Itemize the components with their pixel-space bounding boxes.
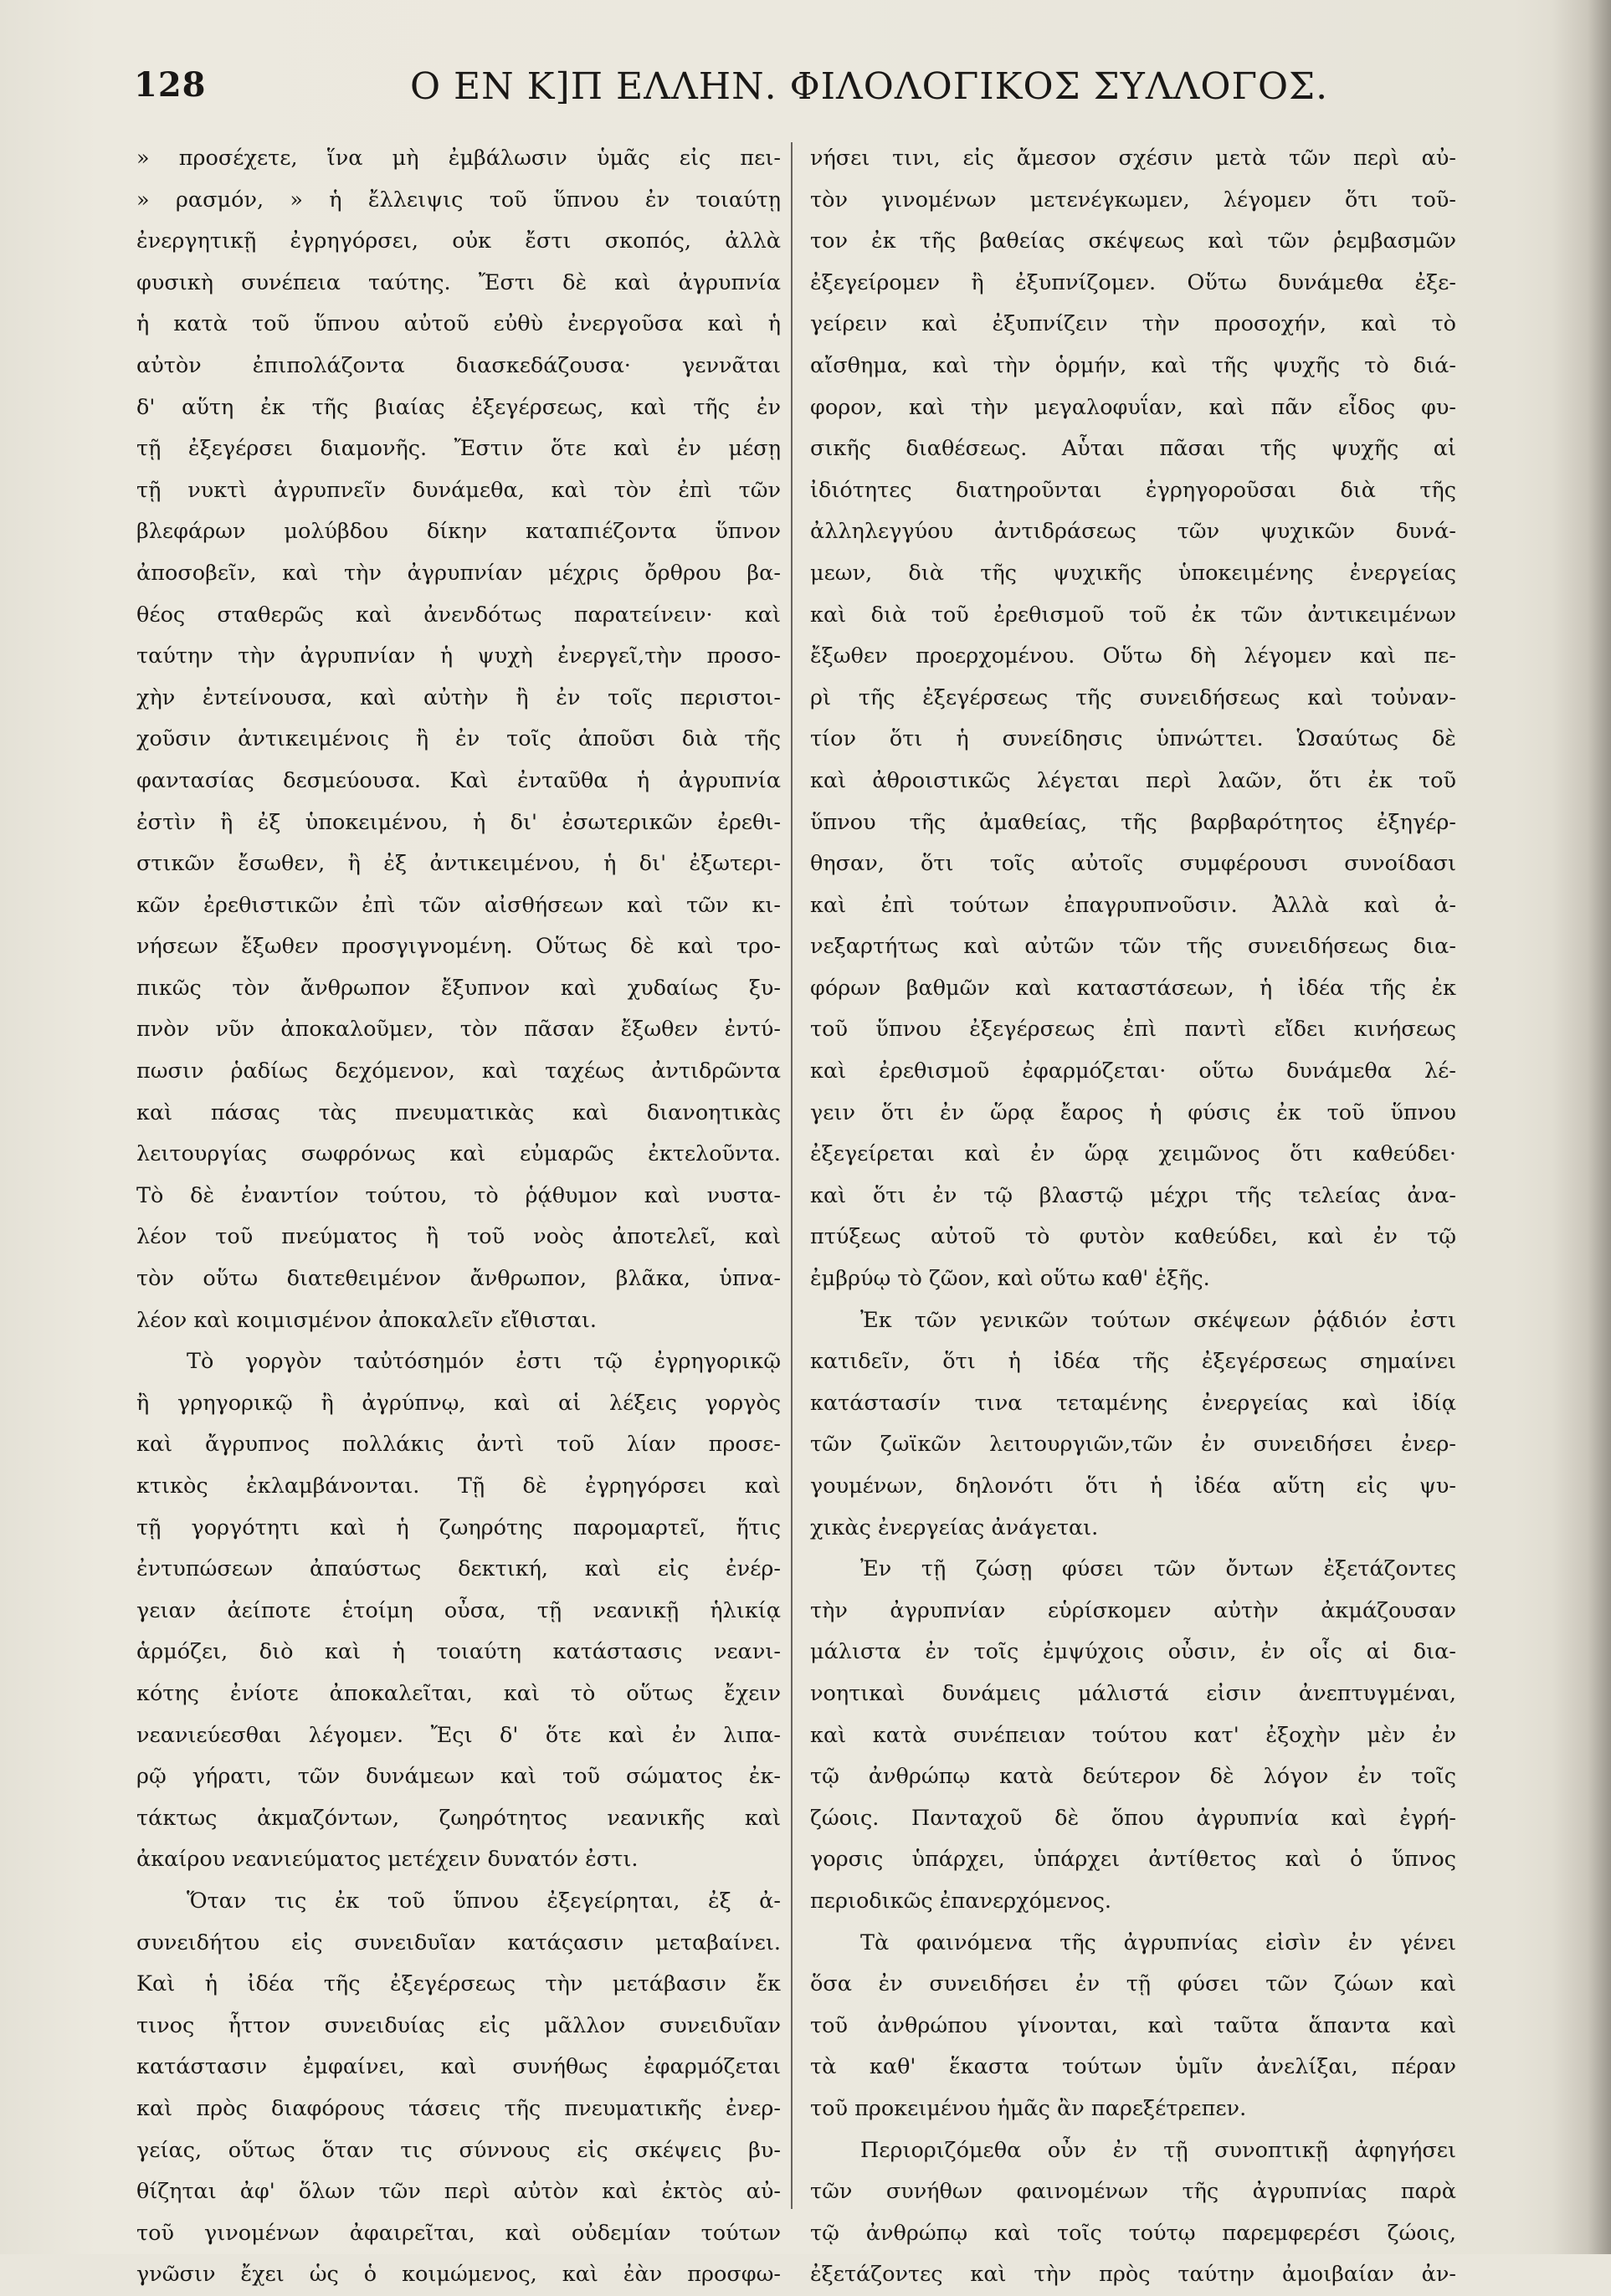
running-head: Ο ΕΝ Κ]Π ΕΛΛΗΝ. ΦΙΛΟΛΟΓΙΚΟΣ ΣΥΛΛΟΓΟΣ. <box>410 65 1329 108</box>
text-line: νήσεων ἔξωθεν προσγιγνομένη. Οὕτως δὲ καὶ τρο- <box>136 934 781 960</box>
text-line: γορσις ὑπάρχει, ὑπάρχει ἀντίθετος καὶ ὁ ὕπνος <box>810 1847 1456 1873</box>
text-line: τοῦ γινομένων ἀφαιρεῖται, καὶ οὐδεμίαν τούτων <box>136 2220 781 2246</box>
text-line: τῷ ἀνθρώπῳ καὶ τοῖς τούτῳ παρεμφερέσι ζώοις, <box>810 2220 1456 2246</box>
text-line: κτικὸς ἐκλαμβάνονται. Τῇ δὲ ἐγρηγόρσει καὶ <box>136 1473 781 1499</box>
text-line: γνῶσιν ἔχει ὡς ὁ κοιμώμενος, καὶ ἐὰν προσφω- <box>136 2262 781 2288</box>
text-line: τὸν οὕτω διατεθειμένον ἄνθρωπον, βλᾶκα, ὑπνα- <box>136 1266 781 1292</box>
left-column <box>136 138 781 2296</box>
text-line: στικῶν ἔσωθεν, ἢ ἐξ ἀντικειμένου, ἡ δι' ἐξωτερι- <box>136 851 781 877</box>
text-line: καὶ πρὸς διαφόρους τάσεις τῆς πνευματικῆς ἐνερ- <box>136 2095 781 2121</box>
text-line: ἐντυπώσεων ἀπαύστως δεκτική, καὶ εἰς ἐνέρ- <box>136 1556 781 1582</box>
text-line: γειν ὅτι ἐν ὥρᾳ ἔαρος ἡ φύσις ἐκ τοῦ ὕπνου <box>810 1099 1456 1125</box>
text-line: Καὶ ἡ ἰδέα τῆς ἐξεγέρσεως τὴν μετάβασιν ἔκ <box>136 1971 781 1997</box>
text-line: σικῆς διαθέσεως. Αὗται πᾶσαι τῆς ψυχῆς αἱ <box>810 436 1456 462</box>
text-line: καὶ ἐπὶ τούτων ἐπαγρυπνοῦσιν. Ἀλλὰ καὶ ἀ- <box>810 892 1456 918</box>
text-line: κατάστασιν ἐμφαίνει, καὶ συνήθως ἐφαρμόζεται <box>136 2054 781 2080</box>
text-line: φυσικὴ συνέπεια ταύτης. Ἔστι δὲ καὶ ἀγρυπνία <box>136 269 781 295</box>
text-line: ἀκαίρου νεανιεύματος μετέχειν δυνατόν ἐστι. <box>136 1847 639 1873</box>
text-line: τὸν γινομένων μετενέγκωμεν, λέγομεν ὅτι τοῦ- <box>810 187 1456 213</box>
text-line: χὴν ἐντείνουσα, καὶ αὐτὴν ἢ ἐν τοῖς περιστοι- <box>136 684 781 710</box>
text-line: ρῷ γήρατι, τῶν δυνάμεων καὶ τοῦ σώματος ἐκ- <box>136 1764 781 1790</box>
text-line: ζώοις. Πανταχοῦ δὲ ὅπου ἀγρυπνία καὶ ἐγρή- <box>810 1805 1456 1831</box>
text-line: κότης ἐνίοτε ἀποκαλεῖται, καὶ τὸ οὕτως ἔχειν <box>136 1680 781 1706</box>
text-line: αἴσθημα, καὶ τὴν ὁρμήν, καὶ τῆς ψυχῆς τὸ διά- <box>810 352 1456 378</box>
text-line: βλεφάρων μολύβδου δίκην καταπιέζοντα ὕπνον <box>136 519 781 545</box>
text-line: θησαν, ὅτι τοῖς αὐτοῖς συμφέρουσι συνοίδασι <box>810 851 1456 877</box>
text-line: κατάστασίν τινα τεταμένης ἐνεργείας καὶ ἰδίᾳ <box>810 1390 1456 1416</box>
text-line: νεανιεύεσθαι λέγομεν. Ἔςι δ' ὅτε καὶ ἐν λιπα- <box>136 1722 781 1748</box>
text-line: Περιοριζόμεθα οὖν ἐν τῇ συνοπτικῇ ἀφηγήσει <box>860 2137 1456 2163</box>
text-line: πωσιν ῥαδίως δεχόμενον, καὶ ταχέως ἀντιδρῶντα <box>136 1058 781 1084</box>
text-line: » προσέχετε, ἵνα μὴ ἐμβάλωσιν ὑμᾶς εἰς πει- <box>136 146 781 171</box>
text-line: γουμένων, δηλονότι ὅτι ἡ ἰδέα αὕτη εἰς ψυ- <box>810 1473 1456 1499</box>
text-line: μάλιστα ἐν τοῖς ἐμψύχοις οὖσιν, ἐν οἷς αἱ δια- <box>810 1639 1456 1665</box>
text-line: ἔξωθεν πρoερχομένου. Οὕτω δὴ λέγομεν καὶ πε- <box>810 643 1456 669</box>
text-line: φορον, καὶ τὴν μεγαλοφυΐαν, καὶ πᾶν εἶδος φυ- <box>810 394 1456 420</box>
text-line: λέον καὶ κοιμισμένον ἀποκαλεῖν εἴθισται. <box>136 1307 597 1333</box>
text-line: ρὶ τῆς ἐξεγέρσεως τῆς συνειδήσεως καὶ τοὐναν- <box>810 684 1456 710</box>
page-gutter-shadow <box>1552 0 1611 2254</box>
text-line: Ὅταν τις ἐκ τοῦ ὕπνου ἐξεγείρηται, ἐξ ἀ- <box>187 1888 781 1914</box>
text-line: ὕπνου τῆς ἀμαθείας, τῆς βαρβαρότητος ἐξηγέρ- <box>810 809 1456 835</box>
column-divider <box>791 142 793 2209</box>
text-line: φαντασίας δεσμεύουσα. Καὶ ἐνταῦθα ἡ ἀγρυπνία <box>136 767 781 793</box>
text-line: καὶ κατὰ συνέπειαν τούτου κατ' ἐξοχὴν μὲν ἐν <box>810 1722 1456 1748</box>
text-line: θίζηται ἀφ' ὅλων τῶν περὶ αὐτὸν καὶ ἐκτὸς αὐ- <box>136 2179 781 2205</box>
text-line: καὶ ἀθροιστικῶς λέγεται περὶ λαῶν, ὅτι ἐκ τοῦ <box>810 767 1456 793</box>
text-line: τῶν συνήθων φαινομένων τῆς ἀγρυπνίας παρὰ <box>810 2179 1456 2205</box>
text-line: γειαν ἀείποτε ἑτοίμη οὖσα, τῇ νεανικῇ ἡλικίᾳ <box>136 1597 781 1623</box>
text-line: ἐμβρύῳ τὸ ζῶον, καὶ οὕτω καθ' ἑξῆς. <box>810 1266 1210 1292</box>
text-line: πικῶς τὸν ἄνθρωπον ἔξυπνον καὶ χυδαίως ξυ- <box>136 975 781 1001</box>
text-line: κατιδεῖν, ὅτι ἡ ἰδέα τῆς ἐξεγέρσεως σημαίνει <box>810 1349 1456 1375</box>
text-line: τῇ γοργότητι καὶ ἡ ζωηρότης παρομαρτεῖ, ἥτις <box>136 1514 781 1540</box>
text-line: » ρασμόν, » ἡ ἔλλειψις τοῦ ὕπνου ἐν τοιαύτῃ <box>136 187 781 213</box>
text-line: Ἐν τῇ ζώσῃ φύσει τῶν ὄντων ἐξετάζοντες <box>860 1556 1456 1582</box>
page-number: 128 <box>134 65 207 105</box>
text-line: περιοδικῶς ἐπανερχόμενος. <box>810 1888 1111 1914</box>
text-line: καὶ ὅτι ἐν τῷ βλαστῷ μέχρι τῆς τελείας ἀνα- <box>810 1182 1456 1208</box>
text-line: τῶν ζωϊκῶν λειτουργιῶν,τῶν ἐν συνειδήσει ἐνερ- <box>810 1432 1456 1458</box>
text-line: θέος σταθερῶς καὶ ἀνενδότως παρατείνειν· καὶ <box>136 602 781 628</box>
text-line: τὰ καθ' ἕκαστα τούτων ὑμῖν ἀνελίξαι, πέραν <box>810 2054 1456 2080</box>
text-line: τον ἐκ τῆς βαθείας σκέψεως καὶ τῶν ῥεμβασμῶν <box>810 228 1456 254</box>
text-line: λειτουργίας σωφρόνως καὶ εὐμαρῶς ἐκτελοῦντα. <box>136 1141 781 1167</box>
text-line: καὶ πάσας τὰς πνευματικὰς καὶ διανοητικὰς <box>136 1099 781 1125</box>
text-line: καὶ διὰ τοῦ ἐρεθισμοῦ τοῦ ἐκ τῶν ἀντικειμένων <box>810 602 1456 628</box>
text-line: γείας, οὕτως ὅταν τις σύννους εἰς σκέψεις βυ- <box>136 2137 781 2163</box>
text-line: συνειδήτου εἰς συνειδυῖαν κατάςασιν μεταβαίνει. <box>136 1930 781 1955</box>
text-line: Τὰ φαινόμενα τῆς ἀγρυπνίας εἰσὶν ἐν γένει <box>860 1930 1456 1955</box>
text-line: πνὸν νῦν ἀποκαλοῦμεν, τὸν πᾶσαν ἔξωθεν ἐντύ- <box>136 1017 781 1043</box>
text-line: Τὸ δὲ ἐναντίον τούτου, τὸ ῥᾴθυμον καὶ νυστα- <box>136 1182 781 1208</box>
text-line: τὴν ἀγρυπνίαν εὑρίσκομεν αὐτὴν ἀκμάζουσαν <box>810 1597 1456 1623</box>
text-line: μεων, διὰ τῆς ψυχικῆς ὑποκειμένης ἐνεργείας <box>810 560 1456 586</box>
text-line: πτύξεως αὐτοῦ τὸ φυτὸν καθεύδει, καὶ ἐν τῷ <box>810 1224 1456 1250</box>
text-line: ἰδιότητες διατηροῦνται ἐγρηγοροῦσαι διὰ τῆς <box>810 477 1456 503</box>
text-line: γείρειν καὶ ἐξυπνίζειν τὴν προσοχήν, καὶ τὸ <box>810 311 1456 337</box>
text-line: νοητικαὶ δυνάμεις μάλιστά εἰσιν ἀνεπτυγμέναι, <box>810 1680 1456 1706</box>
text-line: ἢ γρηγορικῷ ἢ ἀγρύπνῳ, καὶ αἱ λέξεις γοργὸς <box>136 1390 781 1416</box>
text-line: τοῦ ὕπνου ἐξεγέρσεως ἐπὶ παντὶ εἴδει κινήσεως <box>810 1017 1456 1043</box>
text-line: ἐξετάζοντες καὶ τὴν πρὸς ταύτην ἀμοιβαίαν ἀν- <box>810 2262 1456 2288</box>
right-column <box>810 138 1456 2296</box>
text-line: τινος ἧττον συνειδυίας εἰς μᾶλλον συνειδυῖαν <box>136 2012 781 2038</box>
text-line: ἁρμόζει, διὸ καὶ ἡ τοιαύτη κατάστασις νεανι- <box>136 1639 781 1665</box>
text-line: τίον ὅτι ἡ συνείδησις ὑπνώττει. Ὡσαύτως δὲ <box>810 726 1456 752</box>
text-line: καὶ ἐρεθισμοῦ ἐφαρμόζεται· οὕτω δυνάμεθα λέ- <box>810 1058 1456 1084</box>
text-line: χοῦσιν ἀντικειμένοις ἢ ἐν τοῖς ἀποῦσι διὰ τῆς <box>136 726 781 752</box>
text-line: κῶν ἐρεθιστικῶν ἐπὶ τῶν αἰσθήσεων καὶ τῶν κι- <box>136 892 781 918</box>
text-line: ἀποσοβεῖν, καὶ τὴν ἀγρυπνίαν μέχρις ὄρθρου βα- <box>136 560 781 586</box>
text-line: Τὸ γοργὸν ταὐτόσημόν ἐστι τῷ ἐγρηγορικῷ <box>187 1349 781 1375</box>
text-line: ταύτην τὴν ἀγρυπνίαν ἡ ψυχὴ ἐνεργεῖ,τὴν προσο- <box>136 643 781 669</box>
text-line: νήσει τινι, εἰς ἄμεσον σχέσιν μετὰ τῶν περὶ αὐ- <box>810 146 1456 171</box>
text-line: ἐνεργητικῇ ἐγρηγόρσει, οὐκ ἔστι σκοπός, ἀλλὰ <box>136 228 781 254</box>
text-line: ἐστὶν ἢ ἐξ ὑποκειμένου, ἡ δι' ἐσωτερικῶν ἐρεθι- <box>136 809 781 835</box>
text-line: ὅσα ἐν συνειδήσει ἐν τῇ φύσει τῶν ζώων καὶ <box>810 1971 1456 1997</box>
text-line: τῷ ἀνθρώπῳ κατὰ δεύτερον δὲ λόγον ἐν τοῖς <box>810 1764 1456 1790</box>
text-line: ἐξεγείρεται καὶ ἐν ὥρᾳ χειμῶνος ὅτι καθεύδει· <box>810 1141 1456 1167</box>
text-line: αὐτὸν ἐπιπολάζοντα διασκεδάζουσα· γεννᾶται <box>136 352 781 378</box>
text-line: τῇ ἐξεγέρσει διαμονῆς. Ἔστιν ὅτε καὶ ἐν μέσῃ <box>136 436 781 462</box>
text-line: Ἐκ τῶν γενικῶν τούτων σκέψεων ῥᾴδιόν ἐστι <box>860 1307 1456 1333</box>
text-line: ἀλληλεγγύου ἀντιδράσεως τῶν ψυχικῶν δυνά- <box>810 519 1456 545</box>
text-line: καὶ ἄγρυπνος πολλάκις ἀντὶ τοῦ λίαν προσε- <box>136 1432 781 1458</box>
text-line: δ' αὕτη ἐκ τῆς βιαίας ἐξεγέρσεως, καὶ τῆς ἐν <box>136 394 781 420</box>
text-line: τοῦ ἀνθρώπου γίνονται, καὶ ταῦτα ἅπαντα καὶ <box>810 2012 1456 2038</box>
text-line: λέον τοῦ πνεύματος ἢ τοῦ νοὸς ἀποτελεῖ, καὶ <box>136 1224 781 1250</box>
text-line: τῇ νυκτὶ ἀγρυπνεῖν δυνάμεθα, καὶ τὸν ἐπὶ τῶν <box>136 477 781 503</box>
text-line: ἐξεγείρομεν ἢ ἐξυπνίζομεν. Οὕτω δυνάμεθα ἐξε- <box>810 269 1456 295</box>
page-header <box>134 65 1329 124</box>
text-line: τάκτως ἀκμαζόντων, ζωηρότητος νεανικῆς καὶ <box>136 1805 781 1831</box>
text-line: φόρων βαθμῶν καὶ καταστάσεων, ἡ ἰδέα τῆς ἐκ <box>810 975 1456 1001</box>
text-line: χικὰς ἐνεργείας ἀνάγεται. <box>810 1514 1099 1540</box>
text-line: τοῦ προκειμένου ἡμᾶς ἂν παρεξέτρεπεν. <box>810 2095 1247 2121</box>
text-line: νεξαρτήτως καὶ αὐτῶν τῶν τῆς συνειδήσεως δια- <box>810 934 1456 960</box>
text-line: ἡ κατὰ τοῦ ὕπνου αὐτοῦ εὐθὺ ἐνεργοῦσα καὶ ἡ <box>136 311 781 337</box>
